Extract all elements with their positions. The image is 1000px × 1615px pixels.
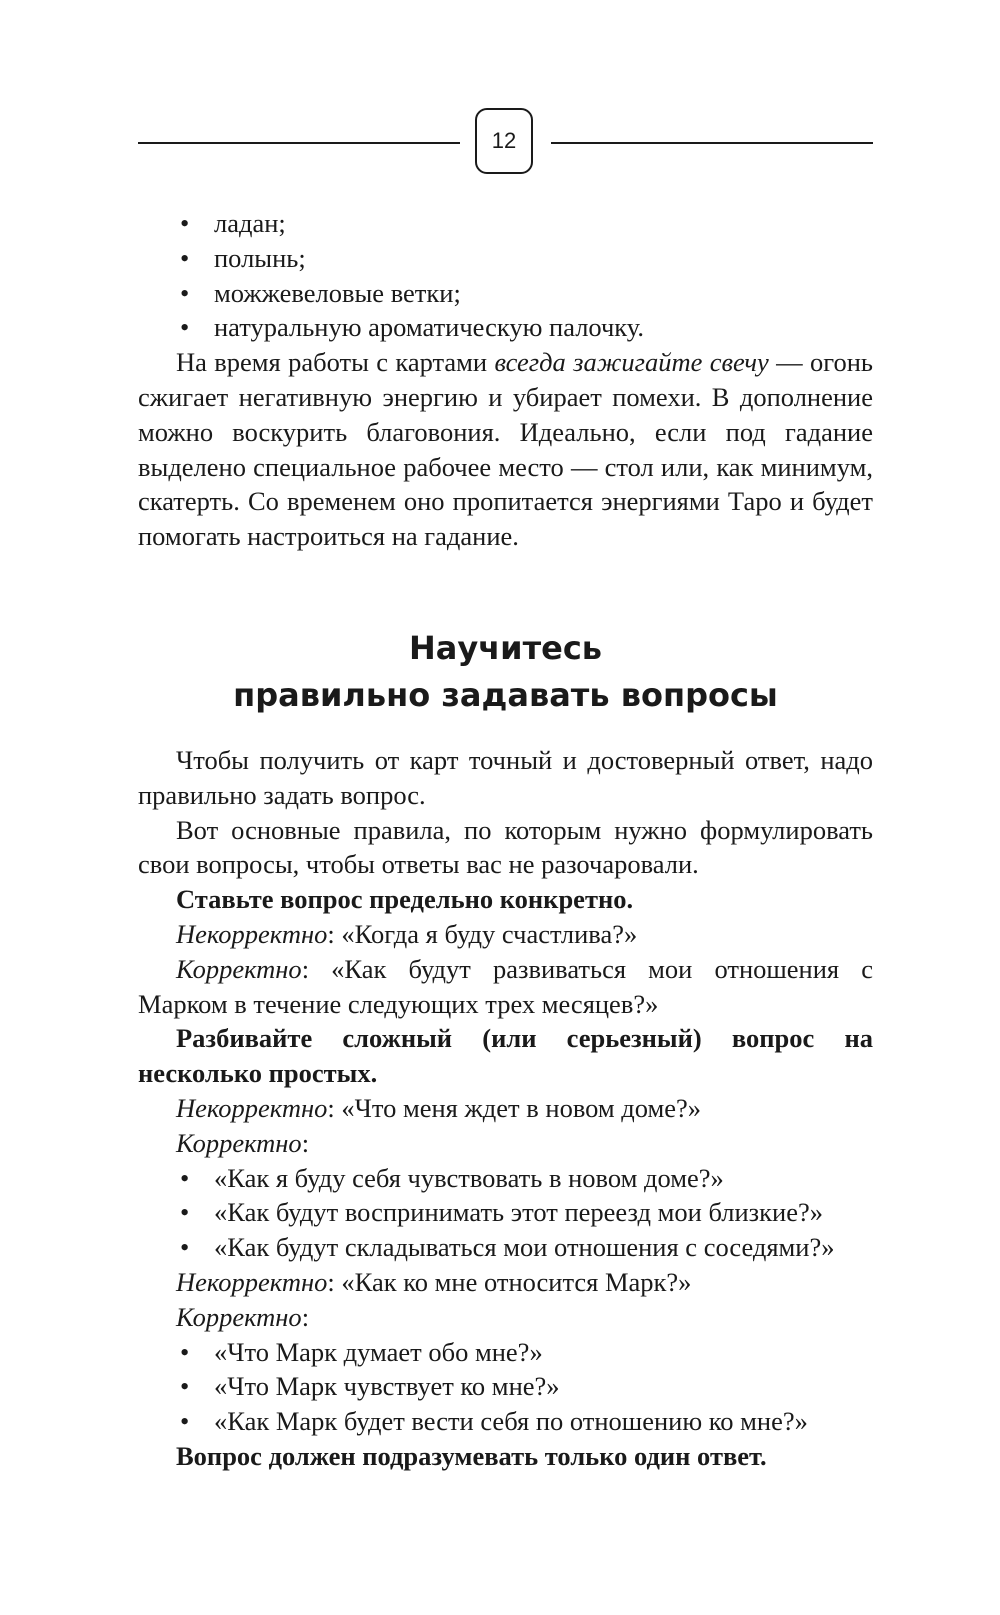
list-item: • можжевеловые ветки; xyxy=(138,276,873,311)
list-item: • «Как я буду себя чувствовать в новом доме?» xyxy=(138,1161,873,1196)
rule-2-correct-1-list xyxy=(138,1161,873,1265)
rule-1-correct: Корректно: «Как будут развиваться мои отношения с Марком в течение следующих трех месяцев?» xyxy=(138,953,873,1019)
page-number: 12 xyxy=(475,108,533,174)
header-rule-left xyxy=(138,142,460,144)
rule-2-correct-2-list xyxy=(138,1335,873,1439)
list-item: • «Как будут воспринимать этот переезд мои близкие?» xyxy=(138,1195,873,1230)
intro-paragraph-1: Чтобы получить от карт точный и достоверный ответ, надо правильно задать вопрос. xyxy=(138,744,873,810)
heading-line-1: Научитесь xyxy=(408,628,603,667)
page-content xyxy=(138,206,873,1474)
list-item: • натуральную ароматическую палочку. xyxy=(138,310,873,345)
list-item: • полынь; xyxy=(138,241,873,276)
rule-2-title: Разбивайте сложный (или серьезный) вопрос на несколько простых. xyxy=(138,1023,873,1089)
rule-1-incorrect: Некорректно: «Когда я буду счастлива?» xyxy=(176,918,638,949)
header-rule-right xyxy=(551,142,873,144)
list-item: • «Как будут складываться мои отношения с соседями?» xyxy=(138,1230,873,1265)
list-item: • «Что Марк думает обо мне?» xyxy=(138,1335,873,1370)
intro-paragraph-2: Вот основные правила, по которым нужно формулировать свои вопросы, чтобы ответы вас не разочаровали. xyxy=(138,814,873,880)
heading-line-2: правильно задавать вопросы xyxy=(233,675,778,714)
page-header xyxy=(138,108,873,174)
candle-emphasis: всегда зажигайте свечу xyxy=(494,347,769,378)
candle-paragraph: На время работы с картами всегда зажигайте свечу — огонь сжигает негативную энергию и убирает помехи. В дополнение можно воскурить благовония. Идеально, если под гадание выделено специальное рабочее место — стол или, как минимум, скатерть. Со временем оно пропитается энергиями Таро и будет помогать настроиться на гадание. xyxy=(138,347,873,552)
rule-2-incorrect-1: Некорректно: «Что меня ждет в новом доме?» xyxy=(176,1092,702,1123)
list-item: • «Что Марк чувствует ко мне?» xyxy=(138,1369,873,1404)
rule-2-incorrect-2: Некорректно: «Как ко мне относится Марк?» xyxy=(176,1266,692,1297)
rule-1-title: Ставьте вопрос предельно конкретно. xyxy=(176,884,634,915)
rule-2-correct-2-label: Корректно: xyxy=(176,1301,310,1332)
incense-list xyxy=(138,206,873,345)
rule-2-correct-1-label: Корректно: xyxy=(176,1127,310,1158)
list-item: • ладан; xyxy=(138,206,873,241)
rule-3-title: Вопрос должен подразумевать только один ответ. xyxy=(176,1440,767,1471)
section-heading xyxy=(138,625,873,719)
list-item: • «Как Марк будет вести себя по отношению ко мне?» xyxy=(138,1404,873,1439)
